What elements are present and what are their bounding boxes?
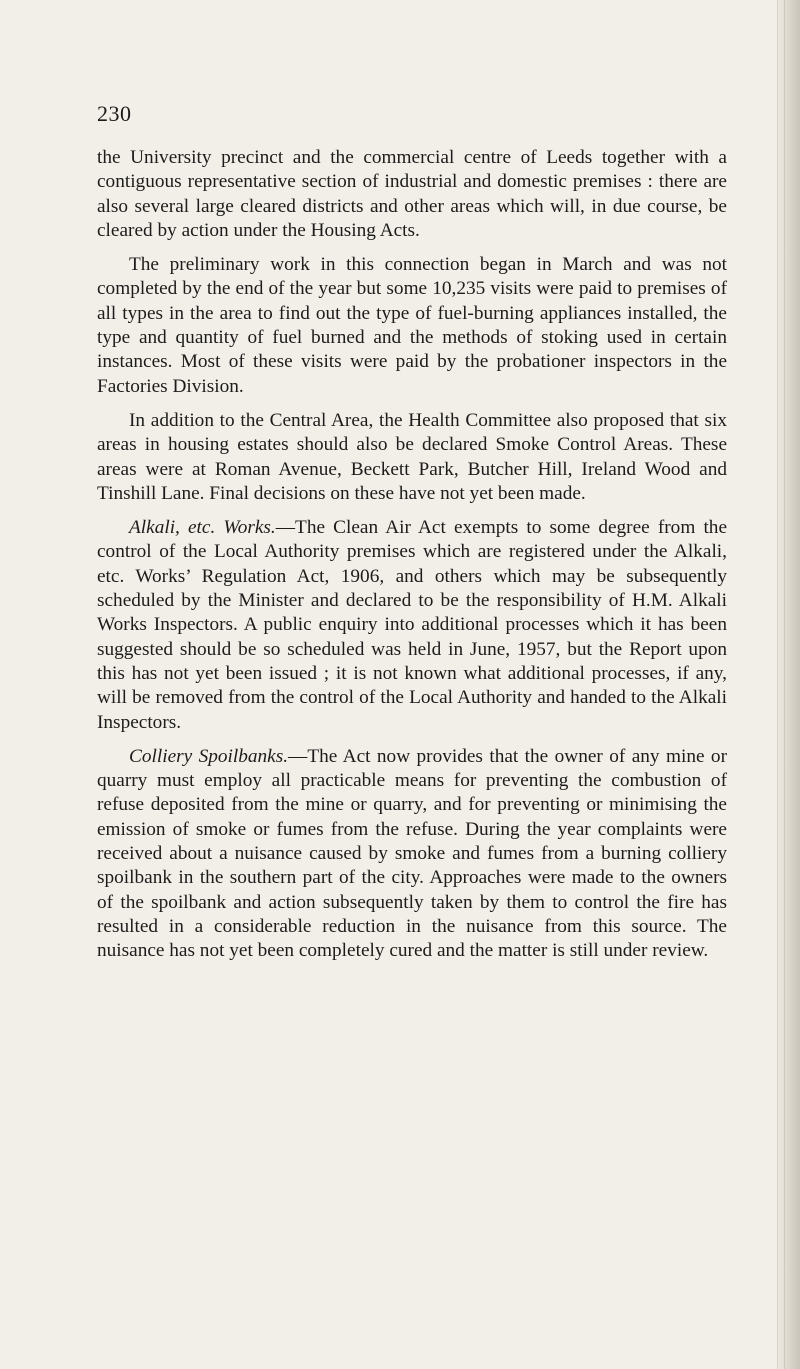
paragraph-continuation (97, 146, 727, 243)
paragraph-colliery-spoilbanks (97, 745, 727, 964)
paragraph-text: the University precinct and the commercial centre of Leeds together with a contiguous representative section of industrial and domestic premises : there are also several large cleared districts and other areas which will, in due course, be cleared by action under the Housing Acts. (97, 147, 727, 241)
paragraph-preliminary-work (97, 253, 727, 399)
paragraph-text: In addition to the Central Area, the Health Committee also proposed that six areas in housing estates should also be declared Smoke Control Areas. These areas were at Roman Avenue, Beckett Park, Butcher Hill, Ireland Wood and Tinshill Lane. Final decisions on these have not yet been made. (97, 409, 727, 504)
section-heading-alkali: Alkali, etc. Works. (129, 517, 276, 539)
paragraph-alkali-works (97, 516, 727, 735)
paragraph-text: The preliminary work in this connection began in March and was not completed by the end of the year but some 10,235 visits were paid to premises of all types in the area to find out the type of fuel-burning appliances installed, the type and quantity of fuel burned and the methods of stoking used in certain instances. Most of these visits were paid by the probationer inspectors in the Factories Division. (97, 254, 727, 397)
body-text (97, 146, 727, 964)
page-number: 230 (97, 101, 132, 126)
paragraph-smoke-control-areas (97, 409, 727, 506)
page-edge-shadow (777, 0, 800, 1369)
paragraph-text: —The Act now provides that the owner of any mine or quarry must employ all practicable means for preventing the combustion of refuse deposited from the mine or quarry, and for preventing or minimising the emission of smoke or fumes from the refuse. During the year complaints were received about a nuisance caused by smoke and fumes from a burning colliery spoilbank in the southern part of the city. Approaches were made to the owners of the spoilbank and action subsequently taken by them to control the fire has resulted in a considerable reduction in the nuisance from this source. The nuisance has not yet been completely cured and the matter is still under review. (97, 745, 727, 962)
section-heading-colliery: Colliery Spoilbanks. (129, 745, 289, 767)
paragraph-text: —The Clean Air Act exempts to some degree from the control of the Local Authority premises which are registered under the Alkali, etc. Works’ Regulation Act, 1906, and others which may be subsequently scheduled by the Minister and declared to be the responsibility of H.M. Alkali Works Inspectors. A public enquiry into additional processes which it has been suggested should be so scheduled was held in June, 1957, but the Report upon this has not yet been issued ; it is not known what additional processes, if any, will be removed from the control of the Local Authority and handed to the Alkali Inspectors. (97, 517, 728, 733)
